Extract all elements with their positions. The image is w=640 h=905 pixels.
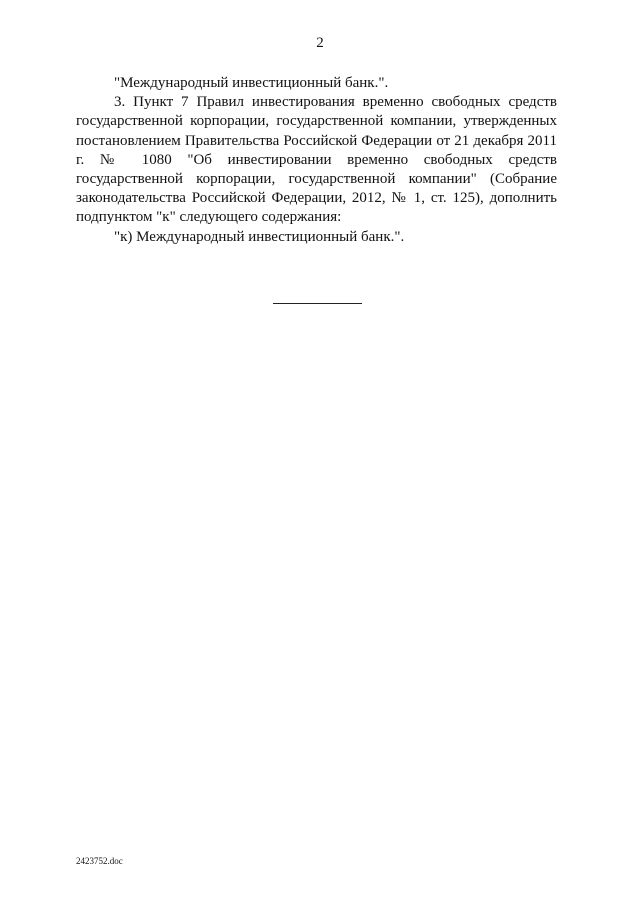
document-file-reference: 2423752.doc xyxy=(76,856,123,866)
document-body xyxy=(76,74,557,247)
page-number: 2 xyxy=(316,35,324,51)
paragraph-quoted-bank-name: "Международный инвестиционный банк.". xyxy=(114,75,389,91)
paragraph-item-3: 3. Пункт 7 Правил инвестирования временно свободных средств государственной корпорации, государственной компании, утвержденных постановлением Правительства Российской Федерации от 21 декабря 2011 г. № 1080 "Об инвестировании временно свободных средств государственной корпорации, государственной компании" (Собрание законодательства Российской Федерации, 2012, № 1, ст. 125), дополнить подпунктом "к" следующего содержания: xyxy=(76,94,557,226)
end-of-text-rule xyxy=(273,303,362,304)
paragraph-subitem-k: "к) Международный инвестиционный банк.". xyxy=(114,228,405,245)
